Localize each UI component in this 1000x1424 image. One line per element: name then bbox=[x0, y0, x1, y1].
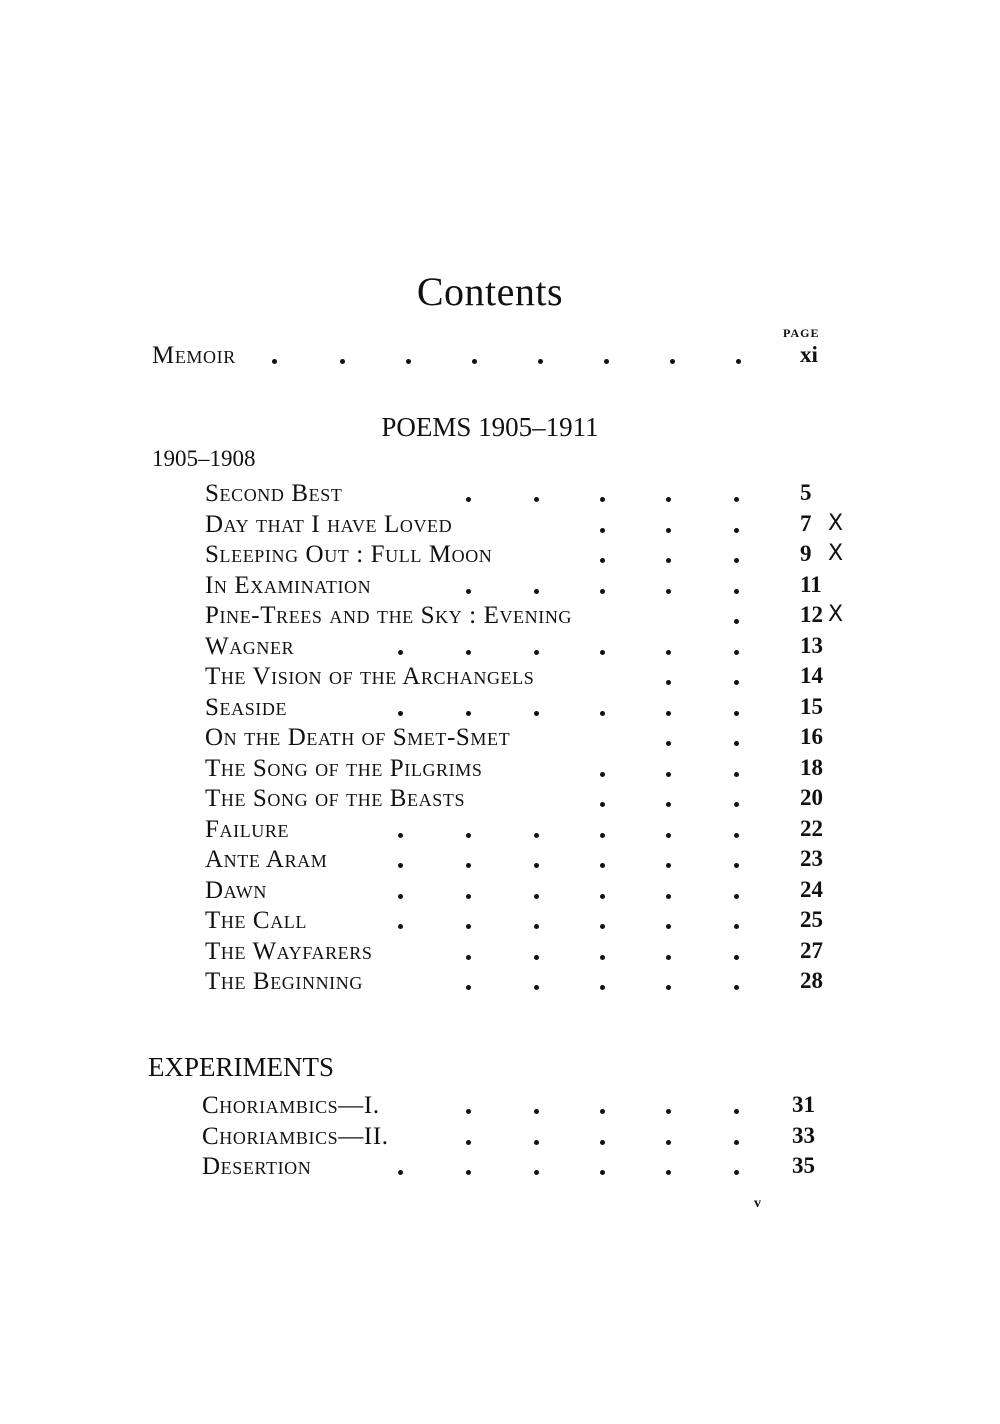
leader-dot bbox=[600, 711, 605, 716]
leader-dot bbox=[398, 863, 403, 868]
leader-dot bbox=[600, 528, 605, 533]
leader-dot bbox=[666, 497, 671, 502]
toc-entry-title: Failure bbox=[205, 815, 290, 843]
leader-dot bbox=[666, 558, 671, 563]
leader-dot bbox=[534, 1140, 539, 1145]
leader-dot bbox=[466, 497, 471, 502]
leader-dot bbox=[600, 863, 605, 868]
leader-dot bbox=[666, 772, 671, 777]
toc-entry-page: xi bbox=[800, 342, 818, 367]
toc-entry-title: The Song of the Beasts bbox=[205, 785, 466, 812]
leader-dot bbox=[600, 955, 605, 960]
toc-entry-title: The Call bbox=[205, 907, 307, 934]
toc-entry-page: 27 bbox=[800, 937, 823, 963]
leader-dot bbox=[734, 558, 739, 563]
leader-dot bbox=[466, 650, 471, 655]
leader-dot bbox=[600, 1170, 605, 1175]
toc-entry-title: Desertion bbox=[202, 1153, 312, 1180]
leader-dot bbox=[734, 802, 739, 807]
leader-dot bbox=[666, 863, 671, 868]
leader-dot bbox=[666, 985, 671, 990]
handwritten-mark: X bbox=[828, 602, 844, 627]
toc-entry-page: 20 bbox=[800, 785, 823, 810]
toc-entry-page: 23 bbox=[800, 846, 823, 871]
toc-entry[interactable] bbox=[202, 1123, 862, 1153]
leader-dot bbox=[666, 955, 671, 960]
toc-entry-title: The Wayfarers bbox=[205, 937, 373, 965]
toc-entry[interactable] bbox=[205, 816, 865, 846]
toc-entry-page: 11 bbox=[800, 571, 822, 597]
leader-dot bbox=[600, 833, 605, 838]
leader-dot bbox=[734, 924, 739, 929]
leader-dot bbox=[466, 955, 471, 960]
handwritten-mark: X bbox=[828, 510, 844, 536]
leader-dot bbox=[666, 650, 671, 655]
leader-dot bbox=[734, 711, 739, 716]
toc-entry[interactable] bbox=[202, 1153, 862, 1183]
toc-entry[interactable] bbox=[205, 633, 865, 663]
toc-entry-page: 33 bbox=[792, 1122, 815, 1148]
toc-entry-page: 18 bbox=[800, 754, 823, 780]
toc-entry-page: 12 bbox=[800, 602, 823, 627]
leader-dot bbox=[734, 497, 739, 502]
leader-dot bbox=[666, 1170, 671, 1175]
toc-entry[interactable] bbox=[205, 907, 865, 937]
toc-entry-page: 16 bbox=[800, 724, 823, 749]
leader-dot bbox=[734, 650, 739, 655]
toc-entry[interactable] bbox=[205, 968, 865, 998]
toc-entry-page: 5 bbox=[800, 480, 812, 505]
toc-entry-title: The Song of the Pilgrims bbox=[205, 754, 483, 782]
leader-dot bbox=[734, 589, 739, 594]
leader-dot bbox=[466, 1109, 471, 1114]
toc-entry[interactable] bbox=[202, 1092, 862, 1122]
leader-dot bbox=[466, 1170, 471, 1175]
leader-dot bbox=[734, 1140, 739, 1145]
leader-dot bbox=[534, 955, 539, 960]
toc-entry[interactable] bbox=[205, 480, 865, 510]
toc-entry[interactable] bbox=[205, 724, 865, 754]
toc-entry-title: The Vision of the Archangels bbox=[205, 663, 535, 690]
leader-dot bbox=[666, 1109, 671, 1114]
toc-entry-page: 22 bbox=[800, 815, 823, 841]
leader-dot bbox=[398, 894, 403, 899]
leader-dot bbox=[466, 985, 471, 990]
leader-dot bbox=[734, 741, 739, 746]
toc-entry-page: 13 bbox=[800, 632, 823, 658]
leader-dot bbox=[734, 1109, 739, 1114]
page-folio: v bbox=[754, 1196, 761, 1211]
leader-dot bbox=[734, 955, 739, 960]
subsection-heading: 1905–1908 bbox=[152, 446, 256, 471]
toc-entry[interactable] bbox=[205, 694, 865, 724]
toc-entry-title: Dawn bbox=[205, 876, 268, 904]
toc-entry-title: Choriambics—I. bbox=[202, 1092, 380, 1119]
leader-dot bbox=[734, 528, 739, 533]
leader-dot bbox=[600, 497, 605, 502]
toc-entry-page: 24 bbox=[800, 876, 823, 902]
leader-dot bbox=[398, 711, 403, 716]
leader-dot bbox=[534, 863, 539, 868]
leader-dot bbox=[666, 894, 671, 899]
leader-dot bbox=[666, 1140, 671, 1145]
toc-entry-title: Wagner bbox=[205, 632, 295, 660]
toc-entry-title: Choriambics—II. bbox=[202, 1122, 389, 1150]
toc-entry-page: 15 bbox=[800, 693, 823, 719]
section-heading-poems: POEMS 1905–1911 bbox=[381, 412, 599, 442]
toc-entry-title: Sleeping Out : Full Moon bbox=[205, 541, 493, 568]
toc-entry[interactable] bbox=[205, 663, 865, 693]
leader-dot bbox=[734, 863, 739, 868]
toc-entry-title: The Beginning bbox=[205, 968, 363, 995]
toc-entry-page: 9 bbox=[800, 541, 812, 566]
handwritten-mark: X bbox=[828, 541, 844, 566]
toc-entry-title: Second Best bbox=[205, 480, 343, 507]
leader-dot bbox=[600, 589, 605, 594]
leader-dot bbox=[734, 680, 739, 685]
leader-dot bbox=[666, 802, 671, 807]
toc-entry-title: Pine-Trees and the Sky : Evening bbox=[205, 602, 573, 629]
leader-dot bbox=[466, 894, 471, 899]
leader-dot bbox=[466, 833, 471, 838]
leader-dot bbox=[398, 833, 403, 838]
leader-dot bbox=[666, 833, 671, 838]
leader-dot bbox=[398, 650, 403, 655]
leader-dot bbox=[734, 1170, 739, 1175]
leader-dot bbox=[534, 894, 539, 899]
leader-dot bbox=[600, 985, 605, 990]
leader-dot bbox=[398, 924, 403, 929]
leader-dot bbox=[398, 1170, 403, 1175]
leader-dot bbox=[734, 772, 739, 777]
toc-entry-page: 28 bbox=[800, 968, 823, 993]
leader-dot bbox=[466, 924, 471, 929]
leader-dot bbox=[600, 802, 605, 807]
leader-dot bbox=[600, 924, 605, 929]
page-column-label: PAGE bbox=[783, 326, 820, 340]
toc-entry[interactable] bbox=[205, 938, 865, 968]
toc-entry-title: In Examination bbox=[205, 571, 372, 599]
leader-dot bbox=[666, 711, 671, 716]
leader-dot bbox=[666, 589, 671, 594]
leader-dot bbox=[534, 497, 539, 502]
leader-dot bbox=[534, 711, 539, 716]
leader-dot bbox=[666, 741, 671, 746]
toc-entry-title: Ante Aram bbox=[205, 846, 328, 873]
toc-entry[interactable] bbox=[205, 572, 865, 602]
leader-dot bbox=[534, 589, 539, 594]
toc-entry[interactable] bbox=[205, 785, 865, 815]
leader-dot bbox=[534, 1109, 539, 1114]
leader-dot bbox=[600, 650, 605, 655]
toc-entry[interactable] bbox=[205, 511, 865, 541]
leader-dot bbox=[666, 680, 671, 685]
leader-dot bbox=[534, 985, 539, 990]
toc-entry-page: 14 bbox=[800, 663, 823, 688]
leader-dot bbox=[734, 985, 739, 990]
leader-dot bbox=[666, 924, 671, 929]
toc-entry-page: 25 bbox=[800, 907, 823, 932]
toc-entry-title: On the Death of Smet-Smet bbox=[205, 724, 511, 751]
toc-entry-title: Seaside bbox=[205, 693, 288, 721]
toc-entry-title: Memoir bbox=[152, 342, 236, 369]
page-title: Contents bbox=[416, 269, 564, 314]
toc-entry-page: 7 bbox=[800, 510, 812, 536]
leader-dot bbox=[600, 1140, 605, 1145]
leader-dot bbox=[734, 619, 739, 624]
leader-dot bbox=[466, 863, 471, 868]
section-heading-experiments: EXPERIMENTS bbox=[148, 1052, 335, 1082]
toc-entry[interactable] bbox=[205, 846, 865, 876]
leader-dot bbox=[466, 589, 471, 594]
leader-dot bbox=[466, 711, 471, 716]
toc-entry-page: 31 bbox=[792, 1092, 815, 1117]
leader-dot bbox=[466, 1140, 471, 1145]
toc-entry[interactable] bbox=[205, 541, 865, 571]
leader-dot bbox=[600, 772, 605, 777]
leader-dot bbox=[534, 924, 539, 929]
toc-entry-memoir[interactable] bbox=[152, 342, 832, 372]
leader-dot bbox=[534, 1170, 539, 1175]
leader-dot bbox=[600, 1109, 605, 1114]
leader-dot bbox=[534, 650, 539, 655]
toc-entry[interactable] bbox=[205, 602, 865, 632]
leader-dot bbox=[666, 528, 671, 533]
leader-dot bbox=[600, 558, 605, 563]
leader-dot bbox=[534, 833, 539, 838]
toc-entry-page: 35 bbox=[792, 1153, 815, 1178]
toc-entry[interactable] bbox=[205, 755, 865, 785]
leader-dot bbox=[734, 833, 739, 838]
toc-entry-title: Day that I have Loved bbox=[205, 510, 453, 538]
leader-dot bbox=[600, 894, 605, 899]
toc-entry[interactable] bbox=[205, 877, 865, 907]
leader-dot bbox=[734, 894, 739, 899]
